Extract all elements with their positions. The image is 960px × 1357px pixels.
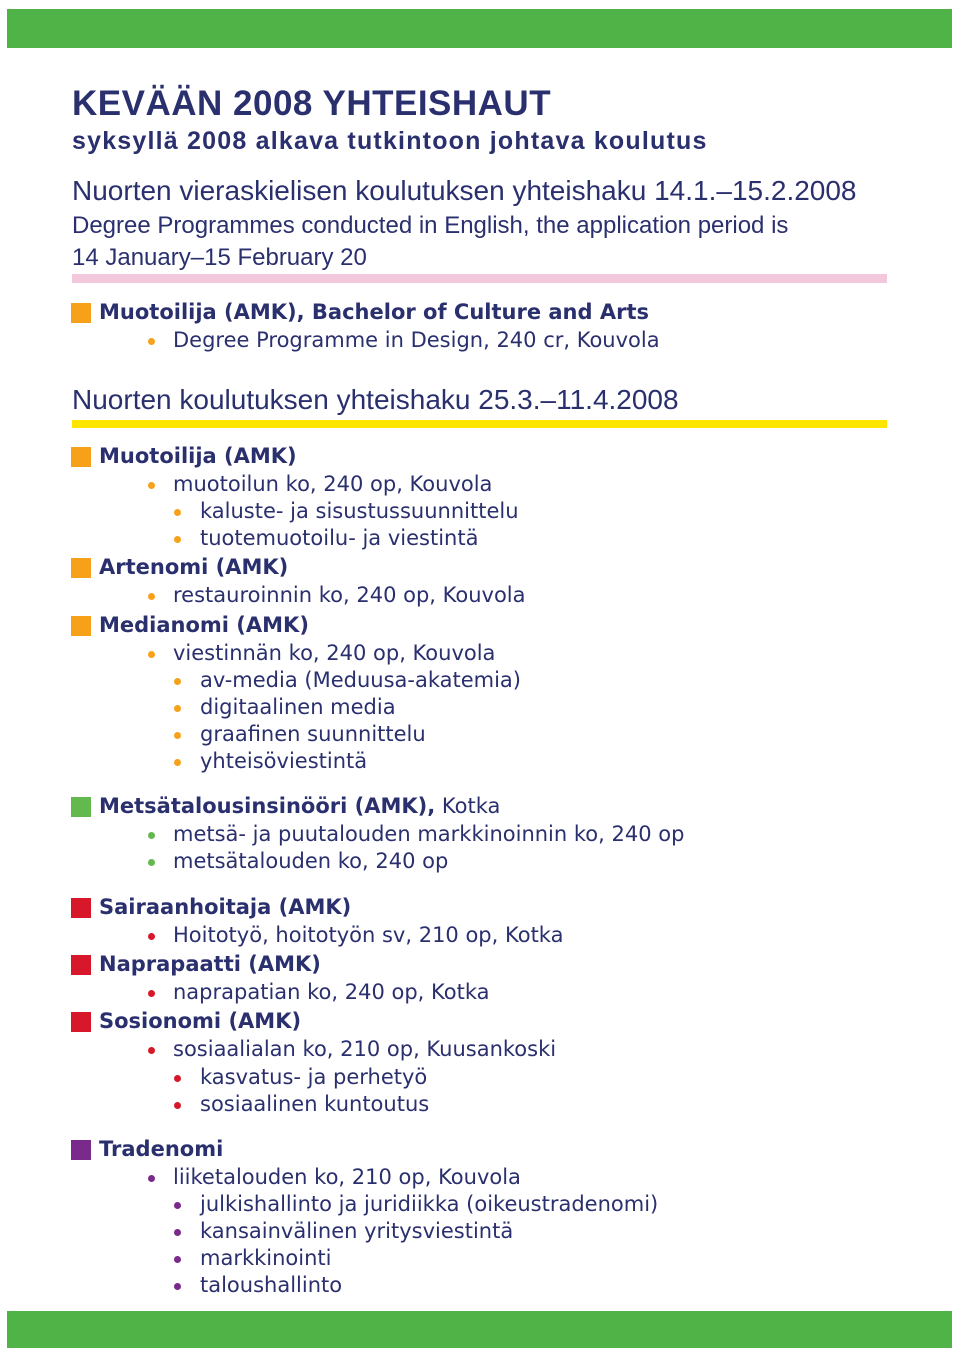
program-item-text: viestinnän ko, 240 op, Kouvola — [173, 641, 496, 665]
program-item-text: metsä- ja puutalouden markkinoinnin ko, 240 op — [173, 822, 685, 846]
program-subitem-text: taloushallinto — [200, 1273, 343, 1297]
bullet-icon — [174, 1102, 181, 1109]
page-subtitle: syksyllä 2008 alkava tutkintoon johtava koulutus — [72, 127, 708, 155]
bullet-icon — [174, 1283, 181, 1290]
program-subitem-text: kasvatus- ja perhetyö — [200, 1065, 428, 1089]
program-category: Muotoilija (AMK) — [99, 444, 297, 468]
program-subitem-text: yhteisöviestintä — [200, 749, 368, 773]
bullet-icon — [174, 1256, 181, 1263]
purple-square-icon — [71, 1140, 91, 1160]
program-item-text: liiketalouden ko, 210 op, Kouvola — [173, 1165, 521, 1189]
program-category: Muotoilija (AMK), Bachelor of Culture and Arts — [99, 300, 649, 324]
bullet-icon — [148, 859, 155, 866]
program-item-text: muotoilun ko, 240 op, Kouvola — [173, 472, 493, 496]
program-category — [99, 796, 500, 817]
bullet-icon — [174, 1075, 181, 1082]
bullet-icon — [174, 678, 181, 685]
section1-english-line2: 14 January–15 February 20 — [72, 244, 367, 271]
program-item-text: restauroinnin ko, 240 op, Kouvola — [173, 583, 526, 607]
red-square-icon — [71, 1012, 91, 1032]
top-green-bar — [7, 9, 952, 48]
program-subitem-text: julkishallinto ja juridiikka (oikeustradenomi) — [200, 1192, 659, 1216]
program-category-location: Kotka — [435, 794, 501, 818]
green-square-icon — [71, 797, 91, 817]
bullet-icon — [174, 536, 181, 543]
bullet-icon — [148, 933, 155, 940]
bullet-icon — [148, 990, 155, 997]
bullet-icon — [174, 732, 181, 739]
section1-title: Nuorten vieraskielisen koulutuksen yhteishaku 14.1.–15.2.2008 — [72, 175, 857, 206]
bullet-icon — [174, 1229, 181, 1236]
program-subitem-text: sosiaalinen kuntoutus — [200, 1092, 430, 1116]
program-item-text: Hoitotyö, hoitotyön sv, 210 op, Kotka — [173, 923, 564, 947]
program-category: Sosionomi (AMK) — [99, 1009, 302, 1033]
program-item-text: metsätalouden ko, 240 op — [173, 849, 449, 873]
section2-title: Nuorten koulutuksen yhteishaku 25.3.–11.4.2008 — [72, 384, 679, 415]
bullet-icon — [148, 832, 155, 839]
program-category: Tradenomi — [99, 1137, 224, 1161]
bottom-green-bar — [7, 1311, 952, 1348]
program-item-text: naprapatian ko, 240 op, Kotka — [173, 980, 490, 1004]
yellow-divider — [72, 420, 887, 428]
bullet-icon — [148, 482, 155, 489]
program-subitem-text: tuotemuotoilu- ja viestintä — [200, 526, 479, 550]
program-category: Medianomi (AMK) — [99, 613, 309, 637]
bullet-icon — [174, 1202, 181, 1209]
bullet-icon — [148, 651, 155, 658]
bullet-icon — [174, 509, 181, 516]
program-subitem-text: av-media (Meduusa-akatemia) — [200, 668, 521, 692]
program-item-text: sosiaalialan ko, 210 op, Kuusankoski — [173, 1037, 557, 1061]
program-subitem-text: graafinen suunnittelu — [200, 722, 426, 746]
section1-english-line1: Degree Programmes conducted in English, the application period is — [72, 212, 789, 239]
program-category-name: Metsätalousinsinööri (AMK), — [99, 794, 436, 818]
program-category: Artenomi (AMK) — [99, 555, 289, 579]
pink-divider — [72, 274, 887, 283]
bullet-icon — [148, 1175, 155, 1182]
program-category: Sairaanhoitaja (AMK) — [99, 895, 352, 919]
program-subitem-text: kansainvälinen yritysviestintä — [200, 1219, 514, 1243]
program-category: Naprapaatti (AMK) — [99, 952, 321, 976]
bullet-icon — [148, 338, 155, 345]
orange-square-icon — [71, 616, 91, 636]
red-square-icon — [71, 955, 91, 975]
program-subitem-text: digitaalinen media — [200, 695, 396, 719]
bullet-icon — [174, 705, 181, 712]
program-subitem-text: kaluste- ja sisustussuunnittelu — [200, 499, 519, 523]
bullet-icon — [148, 1047, 155, 1054]
page-title: KEVÄÄN 2008 YHTEISHAUT — [72, 84, 552, 123]
orange-square-icon — [71, 303, 91, 323]
bullet-icon — [148, 593, 155, 600]
program-subitem-text: markkinointi — [200, 1246, 332, 1270]
orange-square-icon — [71, 558, 91, 578]
bullet-icon — [174, 759, 181, 766]
orange-square-icon — [71, 447, 91, 467]
red-square-icon — [71, 898, 91, 918]
program-item-text: Degree Programme in Design, 240 cr, Kouvola — [173, 328, 660, 352]
